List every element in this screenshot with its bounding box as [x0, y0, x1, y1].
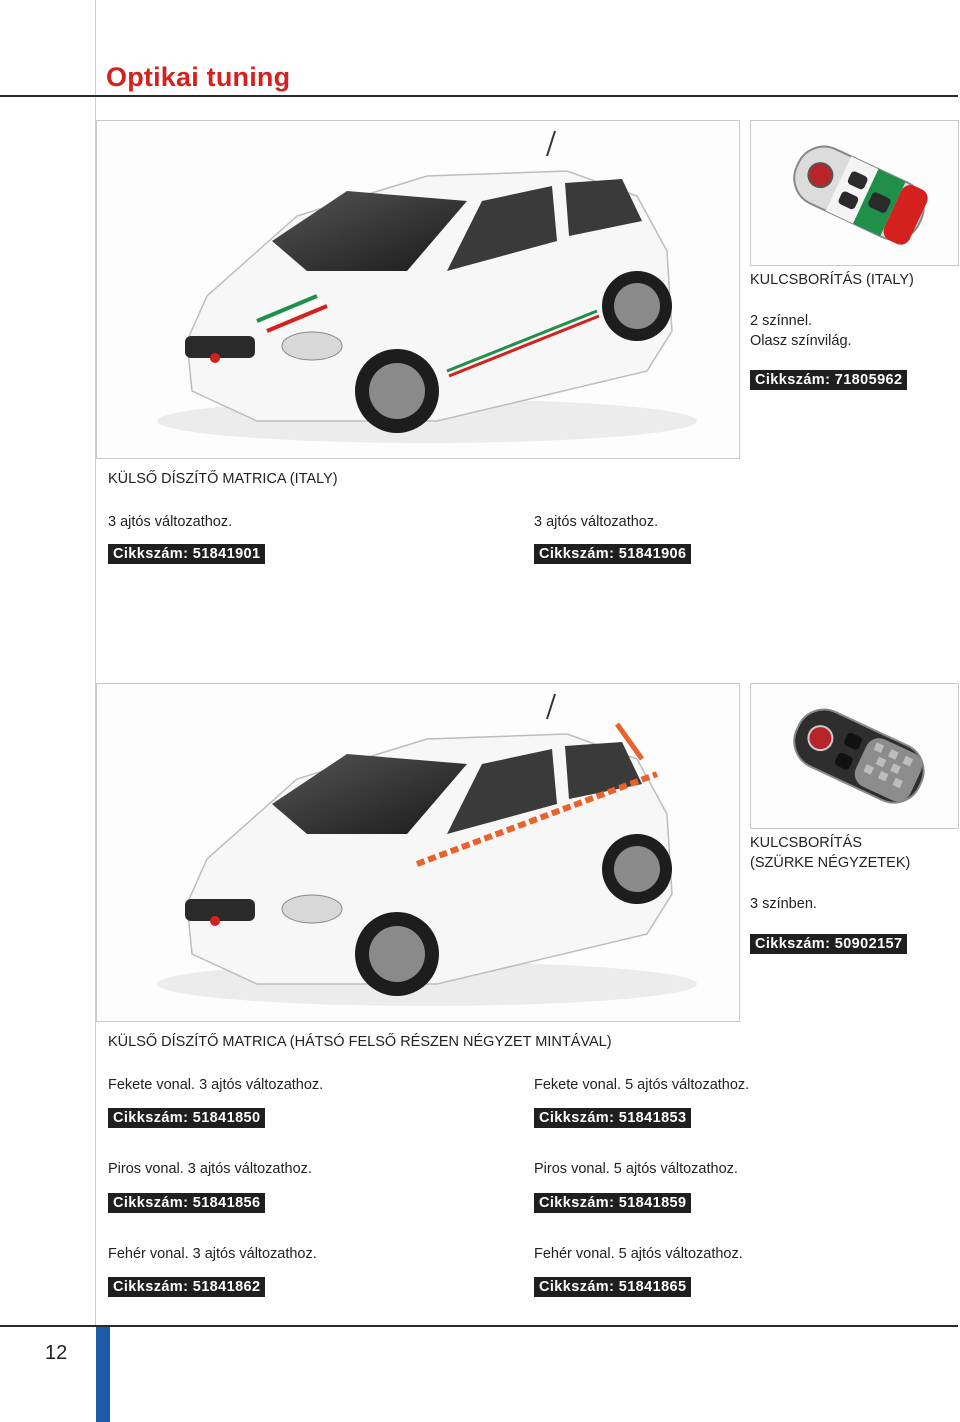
title-rule: [0, 95, 958, 97]
key-cover-grey-desc: 3 színben.: [750, 896, 817, 912]
key-cover-italy-desc-2: Olasz színvilág.: [750, 333, 852, 349]
key-cover-grey-title-2: (SZÜRKE NÉGYZETEK): [750, 855, 911, 871]
key-cover-italy-title: KULCSBORÍTÁS (ITALY): [750, 272, 914, 288]
car-square-decal-image: [96, 683, 740, 1022]
decal-italy-variant-1-desc: 3 ajtós változathoz.: [108, 514, 233, 530]
decal-square-variant-3-desc: Piros vonal. 3 ajtós változathoz.: [108, 1161, 312, 1177]
page-title: Optikai tuning: [106, 62, 291, 92]
key-cover-grey-code: Cikkszám: 50902157: [750, 934, 907, 954]
decal-square-variant-5-code: Cikkszám: 51841862: [108, 1277, 265, 1297]
decal-italy-variant-2-desc: 3 ajtós változathoz.: [534, 514, 659, 530]
decal-square-variant-6-desc: Fehér vonal. 5 ajtós változathoz.: [534, 1246, 743, 1262]
decal-square-variant-3-code: Cikkszám: 51841856: [108, 1193, 265, 1213]
key-cover-italy-code: Cikkszám: 71805962: [750, 370, 907, 390]
decal-square-variant-6-code: Cikkszám: 51841865: [534, 1277, 691, 1297]
decal-square-variant-4-desc: Piros vonal. 5 ajtós változathoz.: [534, 1161, 738, 1177]
key-cover-grey-image: [750, 683, 959, 829]
car-italy-decal-image: [96, 120, 740, 459]
key-cover-italy-desc-1: 2 színnel.: [750, 313, 813, 329]
decal-square-variant-4-code: Cikkszám: 51841859: [534, 1193, 691, 1213]
decal-italy-variant-1-code: Cikkszám: 51841901: [108, 544, 265, 564]
decal-italy-title: KÜLSŐ DÍSZÍTŐ MATRICA (ITALY): [108, 471, 338, 487]
decal-square-variant-5-desc: Fehér vonal. 3 ajtós változathoz.: [108, 1246, 317, 1262]
decal-square-variant-2-code: Cikkszám: 51841853: [534, 1108, 691, 1128]
key-cover-italy-image: [750, 120, 959, 266]
page-number: 12: [45, 1342, 68, 1364]
decal-square-variant-2-desc: Fekete vonal. 5 ajtós változathoz.: [534, 1077, 750, 1093]
key-cover-grey-title-1: KULCSBORÍTÁS: [750, 835, 862, 851]
decal-square-variant-1-code: Cikkszám: 51841850: [108, 1108, 265, 1128]
footer-accent-bar: [96, 1327, 110, 1422]
footer-rule: [0, 1325, 958, 1327]
decal-square-variant-1-desc: Fekete vonal. 3 ajtós változathoz.: [108, 1077, 324, 1093]
decal-italy-variant-2-code: Cikkszám: 51841906: [534, 544, 691, 564]
decal-square-title: KÜLSŐ DÍSZÍTŐ MATRICA (HÁTSÓ FELSŐ RÉSZEN NÉGYZET MINTÁVAL): [108, 1034, 612, 1050]
